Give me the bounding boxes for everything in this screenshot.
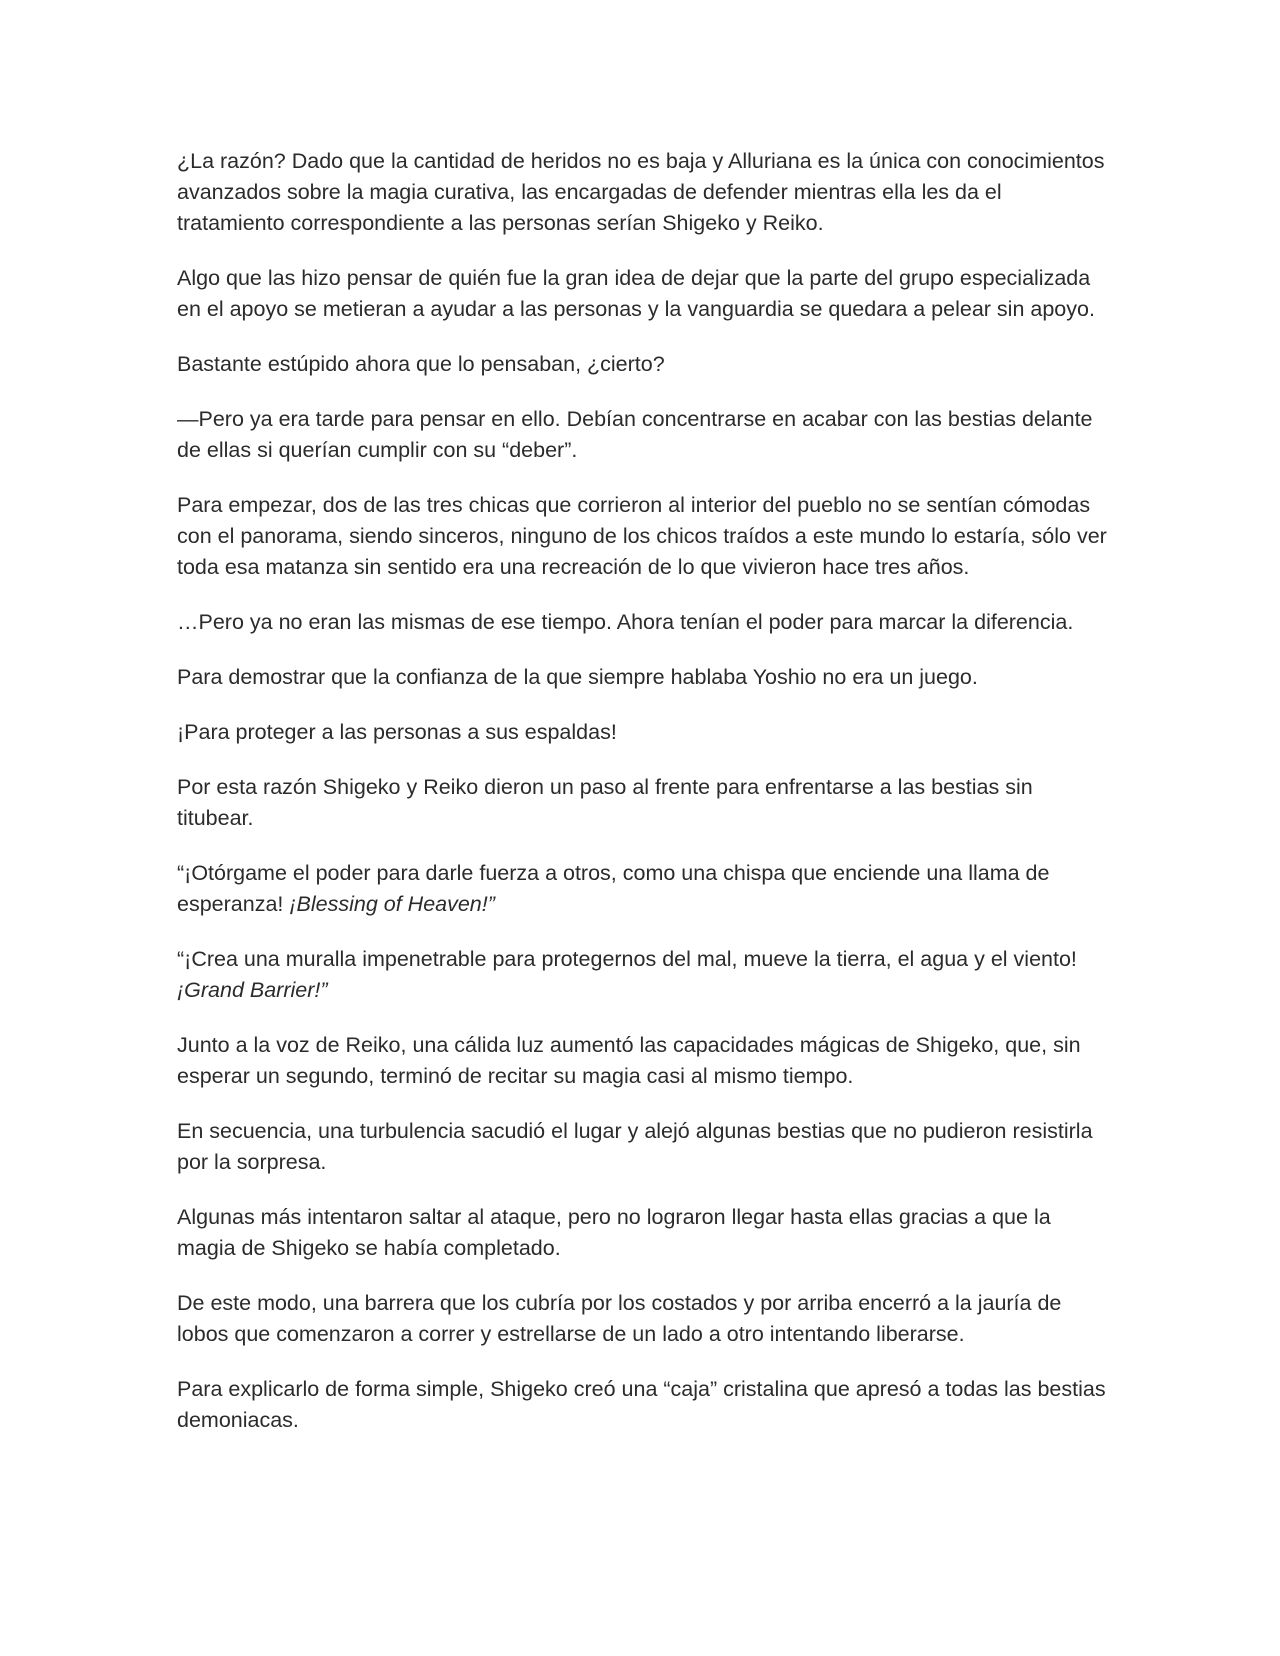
- paragraph-5: Para empezar, dos de las tres chicas que corrieron al interior del pueblo no se sentían cómodas con el panorama, siendo sinceros, ninguno de los chicos traídos a este mundo lo estaría, sólo ver toda esa matanza sin sentido era una recreación de lo que vivieron hace tres años.: [177, 493, 1107, 579]
- paragraph-6: …Pero ya no eran las mismas de ese tiempo. Ahora tenían el poder para marcar la diferencia.: [177, 610, 1074, 634]
- paragraph-7: Para demostrar que la confianza de la que siempre hablaba Yoshio no era un juego.: [177, 665, 978, 689]
- document-page: [177, 146, 1107, 1460]
- paragraph-3: Bastante estúpido ahora que lo pensaban, ¿cierto?: [177, 352, 665, 376]
- paragraph-11: “¡Crea una muralla impenetrable para protegernos del mal, mueve la tierra, el agua y el viento! ¡Grand Barrier!”: [177, 947, 1077, 1002]
- paragraph-14: Algunas más intentaron saltar al ataque, pero no lograron llegar hasta ellas gracias a que la magia de Shigeko se había completado.: [177, 1205, 1051, 1260]
- paragraph-4: —Pero ya era tarde para pensar en ello. Debían concentrarse en acabar con las bestias delante de ellas si querían cumplir con su “deber”.: [177, 407, 1093, 462]
- paragraph-12: Junto a la voz de Reiko, una cálida luz aumentó las capacidades mágicas de Shigeko, que, sin esperar un segundo, terminó de recitar su magia casi al mismo tiempo.: [177, 1033, 1081, 1088]
- paragraph-9: Por esta razón Shigeko y Reiko dieron un paso al frente para enfrentarse a las bestias sin titubear.: [177, 775, 1033, 830]
- paragraph-2: Algo que las hizo pensar de quién fue la gran idea de dejar que la parte del grupo especializada en el apoyo se metieran a ayudar a las personas y la vanguardia se quedara a pelear sin apoyo.: [177, 266, 1095, 321]
- paragraph-13: En secuencia, una turbulencia sacudió el lugar y alejó algunas bestias que no pudieron resistirla por la sorpresa.: [177, 1119, 1093, 1174]
- paragraph-1: ¿La razón? Dado que la cantidad de heridos no es baja y Alluriana es la única con conocimientos avanzados sobre la magia curativa, las encargadas de defender mientras ella les da el tratamiento correspondiente a las personas serían Shigeko y Reiko.: [177, 149, 1105, 235]
- paragraph-15: De este modo, una barrera que los cubría por los costados y por arriba encerró a la jauría de lobos que comenzaron a correr y estrellarse de un lado a otro intentando liberarse.: [177, 1291, 1062, 1346]
- paragraph-8: ¡Para proteger a las personas a sus espaldas!: [177, 720, 617, 744]
- spell-name-blessing: ¡Blessing of Heaven!”: [289, 892, 495, 916]
- paragraph-10: “¡Otórgame el poder para darle fuerza a otros, como una chispa que enciende una llama de esperanza! ¡Blessing of Heaven!”: [177, 861, 1050, 916]
- paragraph-16: Para explicarlo de forma simple, Shigeko creó una “caja” cristalina que apresó a todas las bestias demoniacas.: [177, 1377, 1106, 1432]
- spell-name-barrier: ¡Grand Barrier!”: [177, 978, 328, 1002]
